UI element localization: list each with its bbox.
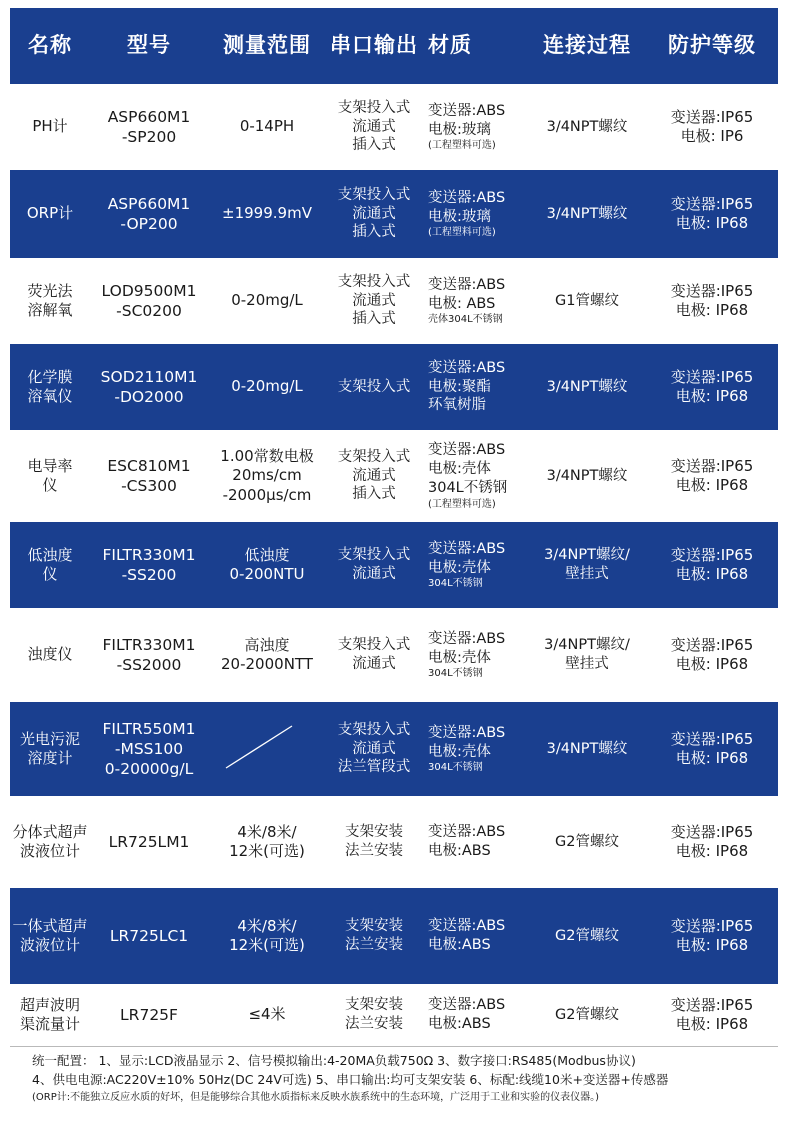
cell-model	[90, 608, 208, 702]
cell-connection	[528, 702, 646, 796]
output-line: 法兰安装	[345, 843, 403, 859]
cell-range	[208, 608, 326, 702]
protection-line: 变送器:IP65	[670, 545, 754, 564]
protection-line: 电极: IP68	[675, 842, 749, 860]
range-line: 高浊度	[244, 635, 290, 654]
connection-line: 3/4NPT螺纹/	[544, 637, 630, 654]
cell-range	[208, 888, 326, 984]
model-line: LOD9500M1	[101, 281, 197, 300]
connection-line: 3/4NPT螺纹/	[544, 547, 630, 564]
cell-connection	[528, 984, 646, 1046]
cell-model	[90, 984, 208, 1046]
model-line: -CS300	[121, 477, 177, 495]
cell-model	[90, 522, 208, 608]
material-line: 电极:玻璃	[428, 121, 491, 138]
output-line: 插入式	[352, 137, 396, 154]
name-line: 溶氧仪	[27, 387, 73, 405]
output-line: 插入式	[352, 486, 396, 503]
model-line: -SP200	[121, 128, 177, 146]
table-row	[10, 258, 778, 344]
protection-line: 变送器:IP65	[670, 635, 754, 654]
output-line: 流通式	[352, 292, 396, 309]
protection-line: 变送器:IP65	[670, 107, 754, 126]
connection-line: 3/4NPT螺纹	[546, 205, 628, 222]
cell-protection	[646, 84, 778, 170]
material-line: 变送器:ABS	[428, 442, 506, 459]
cell-protection	[646, 888, 778, 984]
range-line: 12米(可选)	[229, 842, 305, 860]
connection-line: G1管螺纹	[555, 292, 619, 309]
protection-line: 电极: IP68	[675, 301, 749, 319]
protection-line: 电极: IP68	[675, 387, 749, 405]
model-line: 0-20000g/L	[104, 760, 194, 779]
protection-line: 电极: IP68	[675, 1015, 749, 1033]
connection-line: 3/4NPT螺纹	[546, 378, 628, 395]
material-line: 变送器:ABS	[428, 918, 506, 935]
cell-name	[10, 522, 90, 608]
name-line: 低浊度	[27, 545, 73, 564]
cell-model	[90, 430, 208, 522]
cell-output	[326, 522, 422, 608]
cell-model	[90, 170, 208, 258]
connection-line: G2管螺纹	[555, 1006, 619, 1023]
cell-name	[10, 170, 90, 258]
output-line: 流通式	[352, 467, 396, 484]
cell-connection	[528, 170, 646, 258]
name-line: 浊度仪	[27, 645, 73, 664]
table-row	[10, 608, 778, 702]
range-line: 4米/8米/	[237, 916, 297, 935]
material-line: 电极:ABS	[428, 1016, 491, 1032]
protection-line: 电极: IP68	[675, 749, 749, 767]
model-line: ASP660M1	[107, 107, 191, 126]
cell-name	[10, 84, 90, 170]
cell-protection	[646, 430, 778, 522]
material-line: (工程塑料可选)	[428, 140, 496, 152]
cell-output	[326, 430, 422, 522]
model-line: -DO2000	[114, 388, 184, 406]
cell-material	[422, 522, 528, 608]
cell-material	[422, 258, 528, 344]
cell-model	[90, 888, 208, 984]
output-line: 法兰管段式	[337, 759, 411, 776]
material-line: 电极:壳体	[428, 649, 491, 666]
connection-line: 3/4NPT螺纹	[546, 740, 628, 757]
name-line: 溶解氧	[27, 301, 73, 319]
cell-model	[90, 344, 208, 430]
cell-material	[422, 430, 528, 522]
name-line: 超声波明	[19, 995, 80, 1014]
range-line: -2000μs/cm	[222, 485, 312, 504]
protection-line: 变送器:IP65	[670, 916, 754, 935]
range-line: 1.00常数电极	[220, 446, 314, 465]
name-line: 光电污泥	[19, 729, 80, 748]
material-line: 变送器:ABS	[428, 540, 506, 557]
table-row	[10, 522, 778, 608]
footer-line-2: 4、供电电源:AC220V±10% 50Hz(DC 24V可选) 5、串口输出:均可支架安装 6、标配:线缆10米+变送器+传感器	[32, 1071, 669, 1087]
output-line: 插入式	[352, 311, 396, 328]
material-line: 环氧树脂	[428, 397, 486, 414]
cell-material	[422, 170, 528, 258]
cell-material	[422, 702, 528, 796]
name-line: 电导率	[27, 456, 73, 475]
model-line: -OP200	[120, 215, 178, 233]
connection-line: 壁挂式	[565, 566, 609, 582]
cell-name	[10, 430, 90, 522]
table-row	[10, 170, 778, 258]
header-material: 材质	[428, 33, 472, 58]
header-name: 名称	[28, 33, 72, 58]
table-row	[10, 796, 778, 888]
output-line: 流通式	[352, 740, 396, 757]
output-line: 流通式	[352, 656, 396, 672]
cell-output	[326, 84, 422, 170]
material-line: 变送器:ABS	[428, 824, 506, 841]
table-row	[10, 344, 778, 430]
header-output: 串口输出	[330, 33, 418, 58]
output-line: 流通式	[352, 566, 396, 582]
table-row	[10, 984, 778, 1046]
cell-connection	[528, 608, 646, 702]
protection-line: 变送器:IP65	[670, 995, 754, 1014]
name-line: 溶度计	[27, 749, 73, 767]
cell-connection	[528, 522, 646, 608]
output-line: 支架投入式	[337, 378, 411, 395]
model-line: -SS2000	[116, 656, 182, 674]
header-range: 测量范围	[223, 33, 311, 58]
cell-output	[326, 608, 422, 702]
table-row	[10, 888, 778, 984]
material-line: 电极:玻璃	[428, 208, 491, 225]
protection-line: 变送器:IP65	[670, 281, 754, 300]
footer-note: (ORP计:不能独立反应水质的好坏，但是能够综合其他水质指标来反映水族系统中的生态环境，广泛用于工业和实验的仪表仪器。)	[32, 1091, 600, 1103]
material-line: (工程塑料可选)	[428, 498, 496, 510]
cell-output	[326, 170, 422, 258]
material-line: 变送器:ABS	[428, 630, 506, 647]
output-line: 支架投入式	[337, 721, 411, 738]
cell-output	[326, 702, 422, 796]
cell-range	[208, 258, 326, 344]
cell-material	[422, 608, 528, 702]
connection-line: G2管螺纹	[555, 833, 619, 850]
header-connection: 连接过程	[543, 33, 631, 58]
material-line: 电极:壳体	[428, 743, 491, 760]
cell-name	[10, 258, 90, 344]
cell-protection	[646, 608, 778, 702]
protection-line: 电极: IP68	[675, 476, 749, 494]
cell-range	[208, 796, 326, 888]
connection-line: G2管螺纹	[555, 927, 619, 944]
material-line: 变送器:ABS	[428, 997, 506, 1014]
cell-connection	[528, 430, 646, 522]
cell-protection	[646, 702, 778, 796]
material-line: 电极:聚酯	[428, 378, 491, 395]
name-line: 化学膜	[27, 367, 73, 386]
cell-output	[326, 888, 422, 984]
cell-protection	[646, 170, 778, 258]
protection-line: 变送器:IP65	[670, 367, 754, 386]
material-line: 变送器:ABS	[428, 102, 506, 119]
range-line: 4米/8米/	[237, 822, 297, 841]
range-line: 12米(可选)	[229, 936, 305, 954]
output-line: 支架安装	[345, 824, 403, 841]
cell-output	[326, 796, 422, 888]
cell-range	[208, 702, 326, 796]
cell-material	[422, 796, 528, 888]
cell-protection	[646, 984, 778, 1046]
output-line: 支架投入式	[337, 273, 411, 290]
protection-line: 电极: IP6	[680, 127, 744, 145]
cell-model	[90, 796, 208, 888]
connection-line: 3/4NPT螺纹	[546, 467, 628, 484]
cell-connection	[528, 344, 646, 430]
material-line: 304L不锈钢	[428, 578, 483, 590]
cell-protection	[646, 796, 778, 888]
range-line: 20ms/cm	[232, 466, 302, 485]
model-line: -MSS100	[114, 739, 184, 758]
footer-notes	[32, 1052, 772, 1105]
table-row	[10, 84, 778, 170]
footer-divider	[10, 1046, 778, 1047]
material-line: 304L不锈钢	[428, 762, 483, 774]
protection-line: 变送器:IP65	[670, 822, 754, 841]
diagonal-slash	[226, 726, 292, 768]
name-line: 波液位计	[19, 936, 80, 954]
connection-line: 3/4NPT螺纹	[546, 118, 628, 135]
protection-line: 电极: IP68	[675, 565, 749, 583]
cell-range	[208, 430, 326, 522]
output-line: 支架安装	[345, 997, 403, 1014]
cell-model	[90, 702, 208, 796]
output-line: 流通式	[352, 205, 396, 222]
name-line: 仪	[42, 476, 58, 494]
output-line: 流通式	[352, 118, 396, 135]
cell-protection	[646, 258, 778, 344]
cell-material	[422, 84, 528, 170]
cell-material	[422, 984, 528, 1046]
material-line: 变送器:ABS	[428, 276, 506, 293]
header-protection: 防护等级	[668, 33, 756, 58]
cell-name	[10, 702, 90, 796]
model-line: LR725LC1	[109, 926, 189, 945]
material-line: 变送器:ABS	[428, 359, 506, 376]
material-line: (工程塑料可选)	[428, 227, 496, 239]
cell-output	[326, 984, 422, 1046]
connection-line: 壁挂式	[565, 656, 609, 672]
material-line: 电极:壳体	[428, 461, 491, 478]
output-line: 法兰安装	[345, 937, 403, 953]
output-line: 插入式	[352, 224, 396, 241]
table-row	[10, 702, 778, 796]
cell-name	[10, 984, 90, 1046]
cell-range	[208, 84, 326, 170]
cell-output	[326, 258, 422, 344]
output-line: 支架投入式	[337, 99, 411, 116]
cell-material	[422, 888, 528, 984]
model-line: FILTR550M1	[102, 719, 196, 738]
cell-connection	[528, 888, 646, 984]
range-line: 0-20mg/L	[231, 377, 303, 396]
table-row	[10, 430, 778, 522]
cell-model	[90, 84, 208, 170]
cell-name	[10, 344, 90, 430]
range-line: ±1999.9mV	[222, 204, 312, 223]
cell-range	[208, 170, 326, 258]
range-line: 20-2000NTT	[221, 655, 313, 673]
cell-range	[208, 984, 326, 1046]
cell-range	[208, 344, 326, 430]
footer-line-1: 统一配置： 1、显示:LCD液晶显示 2、信号模拟输出:4-20MA负载750Ω 3、数字接口:RS485(Modbus协议)	[32, 1053, 636, 1068]
model-line: ASP660M1	[107, 194, 191, 213]
name-line: 一体式超声	[12, 916, 88, 935]
protection-line: 电极: IP68	[675, 655, 749, 673]
model-line: -SS200	[121, 566, 177, 584]
model-line: FILTR330M1	[102, 635, 196, 654]
name-line: 荧光法	[27, 281, 73, 300]
name-line: 渠流量计	[19, 1015, 80, 1033]
table-header	[10, 8, 778, 84]
model-line: LR725F	[120, 1005, 178, 1024]
material-line: 304L不锈钢	[428, 479, 508, 496]
range-line: ≤4米	[248, 1005, 286, 1024]
material-line: 电极:ABS	[428, 937, 491, 953]
output-line: 支架投入式	[337, 547, 411, 564]
header-model: 型号	[127, 33, 171, 58]
cell-name	[10, 608, 90, 702]
output-line: 法兰安装	[345, 1016, 403, 1032]
cell-output	[326, 344, 422, 430]
cell-connection	[528, 84, 646, 170]
material-line: 变送器:ABS	[428, 724, 506, 741]
output-line: 支架安装	[345, 918, 403, 935]
output-line: 支架投入式	[337, 448, 411, 465]
output-line: 支架投入式	[337, 186, 411, 203]
protection-line: 电极: IP68	[675, 936, 749, 954]
protection-line: 变送器:IP65	[670, 194, 754, 213]
material-line: 304L不锈钢	[428, 668, 483, 680]
material-line: 壳体304L不锈钢	[428, 314, 503, 326]
name-line: 波液位计	[19, 842, 80, 860]
material-line: 电极: ABS	[428, 295, 496, 312]
name-line: ORP计	[26, 204, 74, 223]
model-line: LR725LM1	[108, 832, 190, 851]
cell-material	[422, 344, 528, 430]
model-line: ESC810M1	[107, 456, 191, 475]
range-line: 0-14PH	[239, 117, 295, 136]
model-line: FILTR330M1	[102, 545, 196, 564]
name-line: 分体式超声	[12, 822, 88, 841]
material-line: 电极:ABS	[428, 843, 491, 859]
name-line: PH计	[32, 117, 68, 136]
cell-connection	[528, 796, 646, 888]
range-line: 0-20mg/L	[231, 291, 303, 310]
model-line: -SC0200	[116, 302, 182, 320]
output-line: 支架投入式	[337, 637, 411, 654]
cell-range	[208, 522, 326, 608]
range-not-applicable	[208, 702, 326, 796]
name-line: 仪	[42, 565, 58, 583]
cell-model	[90, 258, 208, 344]
protection-line: 变送器:IP65	[670, 456, 754, 475]
range-line: 低浊度	[244, 545, 290, 564]
protection-line: 变送器:IP65	[670, 729, 754, 748]
range-line: 0-200NTU	[229, 565, 305, 583]
cell-protection	[646, 344, 778, 430]
model-line: SOD2110M1	[100, 367, 198, 386]
protection-line: 电极: IP68	[675, 214, 749, 232]
material-line: 电极:壳体	[428, 559, 491, 576]
material-line: 变送器:ABS	[428, 189, 506, 206]
cell-connection	[528, 258, 646, 344]
cell-name	[10, 796, 90, 888]
cell-protection	[646, 522, 778, 608]
cell-name	[10, 888, 90, 984]
